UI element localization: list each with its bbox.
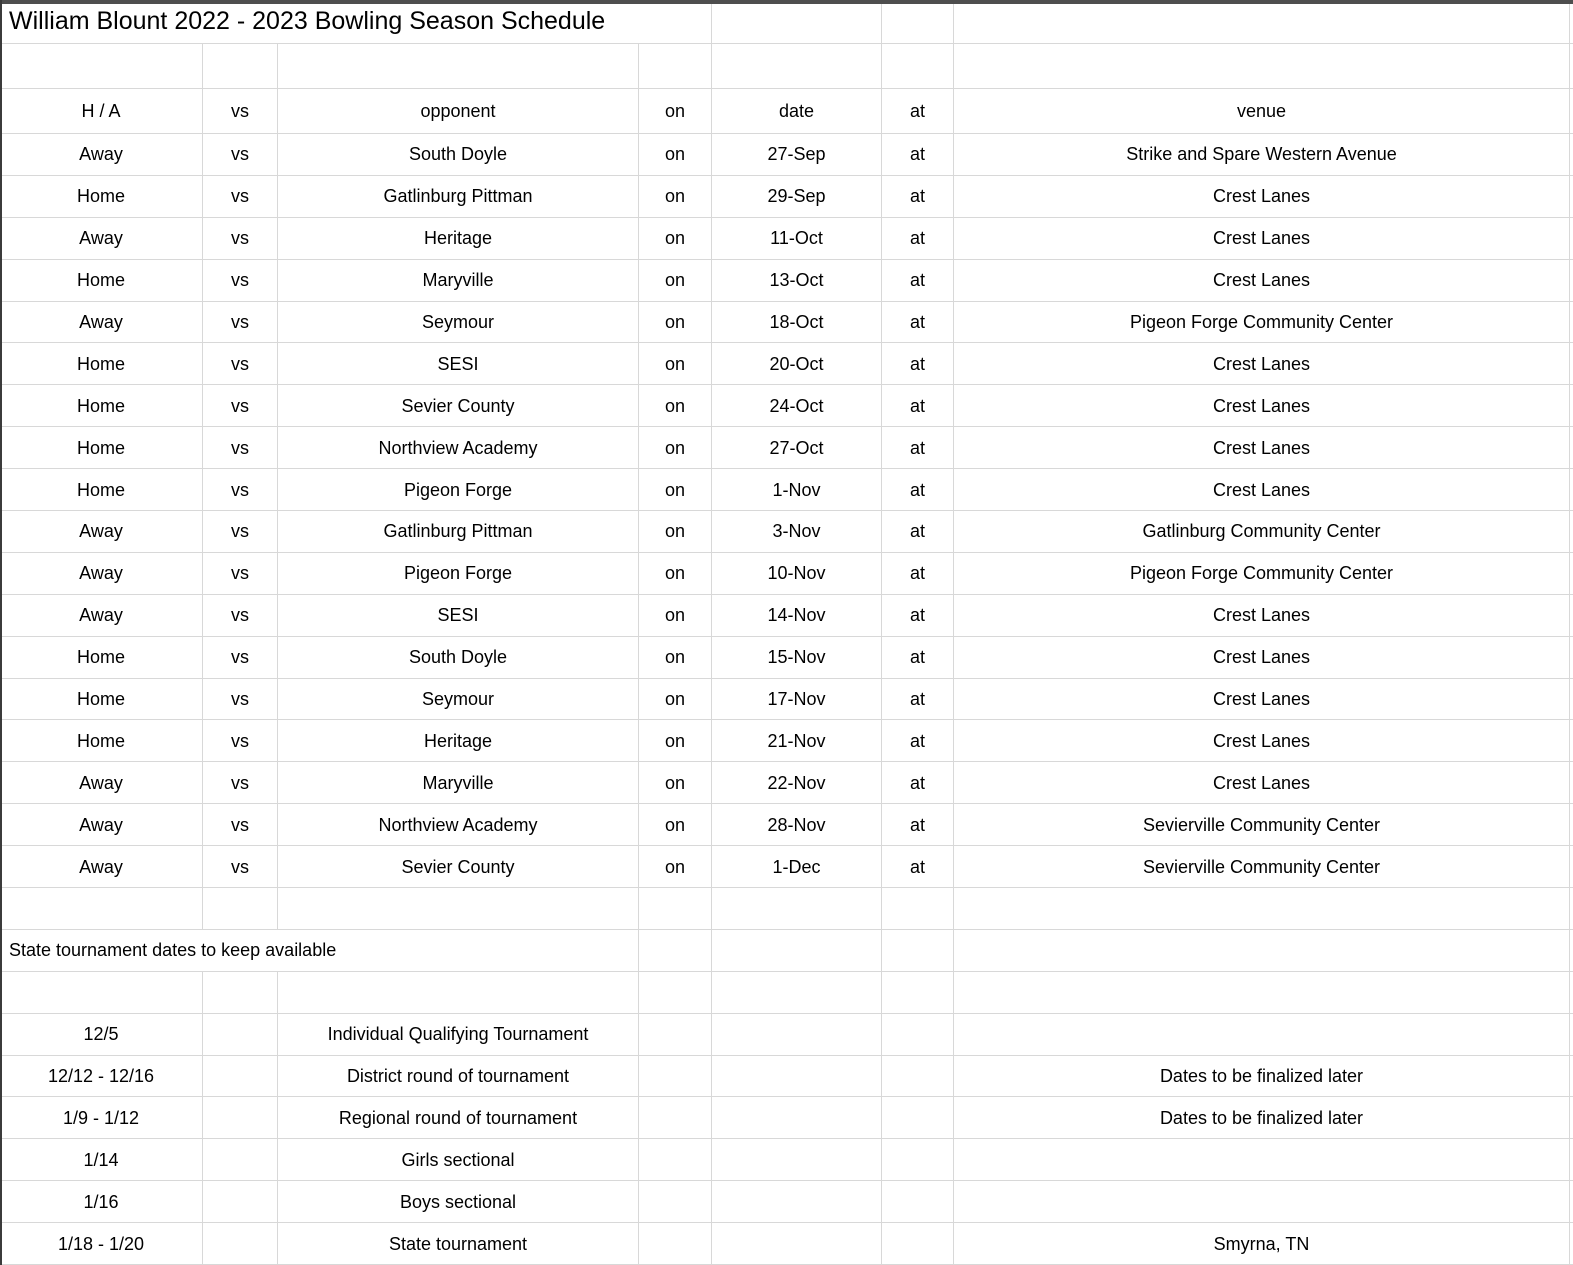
- at-cell: at: [882, 469, 954, 511]
- date-cell: 22-Nov: [712, 762, 882, 804]
- event-dates-cell: 1/9 - 1/12: [0, 1097, 203, 1139]
- vs-cell: vs: [203, 134, 278, 176]
- opponent-cell: South Doyle: [278, 637, 639, 679]
- date-cell: 27-Oct: [712, 427, 882, 469]
- date-cell: 17-Nov: [712, 679, 882, 721]
- empty-cell: [712, 1056, 882, 1098]
- empty-cell: [639, 1139, 712, 1181]
- at-cell: at: [882, 302, 954, 344]
- empty-cell: [639, 930, 712, 972]
- event-venue-cell: Dates to be finalized later: [954, 1097, 1570, 1139]
- event-name-cell: State tournament: [278, 1223, 639, 1265]
- opponent-cell: Pigeon Forge: [278, 469, 639, 511]
- header-on: on: [639, 89, 712, 134]
- on-cell: on: [639, 595, 712, 637]
- event-venue-cell: Dates to be finalized later: [954, 1056, 1570, 1098]
- date-cell: 27-Sep: [712, 134, 882, 176]
- vs-cell: vs: [203, 469, 278, 511]
- date-cell: 1-Dec: [712, 846, 882, 888]
- on-cell: on: [639, 385, 712, 427]
- on-cell: on: [639, 762, 712, 804]
- event-dates-cell: 1/18 - 1/20: [0, 1223, 203, 1265]
- at-cell: at: [882, 218, 954, 260]
- opponent-cell: South Doyle: [278, 134, 639, 176]
- at-cell: at: [882, 176, 954, 218]
- empty-cell: [0, 888, 203, 930]
- vs-cell: vs: [203, 176, 278, 218]
- on-cell: on: [639, 720, 712, 762]
- empty-cell: [203, 1097, 278, 1139]
- home-away-cell: Home: [0, 637, 203, 679]
- venue-cell: Crest Lanes: [954, 679, 1570, 721]
- date-cell: 15-Nov: [712, 637, 882, 679]
- event-name-cell: Regional round of tournament: [278, 1097, 639, 1139]
- venue-cell: Sevierville Community Center: [954, 804, 1570, 846]
- event-venue-cell: [954, 1014, 1570, 1056]
- header-home-away: H / A: [0, 89, 203, 134]
- venue-cell: Crest Lanes: [954, 218, 1570, 260]
- home-away-cell: Home: [0, 469, 203, 511]
- home-away-cell: Home: [0, 679, 203, 721]
- home-away-cell: Away: [0, 762, 203, 804]
- home-away-cell: Home: [0, 385, 203, 427]
- event-name-cell: Individual Qualifying Tournament: [278, 1014, 639, 1056]
- opponent-cell: Heritage: [278, 218, 639, 260]
- on-cell: on: [639, 176, 712, 218]
- empty-cell: [882, 930, 954, 972]
- empty-cell: [0, 44, 203, 89]
- venue-cell: Crest Lanes: [954, 637, 1570, 679]
- vs-cell: vs: [203, 846, 278, 888]
- empty-cell: [203, 972, 278, 1014]
- venue-cell: Sevierville Community Center: [954, 846, 1570, 888]
- on-cell: on: [639, 679, 712, 721]
- venue-cell: Pigeon Forge Community Center: [954, 302, 1570, 344]
- opponent-cell: Northview Academy: [278, 427, 639, 469]
- at-cell: at: [882, 846, 954, 888]
- empty-cell: [203, 1223, 278, 1265]
- vs-cell: vs: [203, 720, 278, 762]
- empty-cell: [712, 888, 882, 930]
- vs-cell: vs: [203, 260, 278, 302]
- home-away-cell: Home: [0, 176, 203, 218]
- empty-cell: [882, 972, 954, 1014]
- venue-cell: Crest Lanes: [954, 343, 1570, 385]
- vs-cell: vs: [203, 302, 278, 344]
- home-away-cell: Away: [0, 595, 203, 637]
- at-cell: at: [882, 134, 954, 176]
- vs-cell: vs: [203, 511, 278, 553]
- at-cell: at: [882, 595, 954, 637]
- header-at: at: [882, 89, 954, 134]
- empty-cell: [882, 1097, 954, 1139]
- empty-cell: [712, 1097, 882, 1139]
- on-cell: on: [639, 134, 712, 176]
- venue-cell: Crest Lanes: [954, 469, 1570, 511]
- at-cell: at: [882, 679, 954, 721]
- home-away-cell: Away: [0, 134, 203, 176]
- empty-cell: [882, 1139, 954, 1181]
- header-vs: vs: [203, 89, 278, 134]
- empty-cell: [639, 888, 712, 930]
- empty-cell: [639, 44, 712, 89]
- empty-cell: [954, 930, 1570, 972]
- header-venue: venue: [954, 89, 1570, 134]
- empty-cell: [203, 888, 278, 930]
- home-away-cell: Away: [0, 846, 203, 888]
- on-cell: on: [639, 804, 712, 846]
- on-cell: on: [639, 469, 712, 511]
- empty-cell: [882, 1056, 954, 1098]
- date-cell: 11-Oct: [712, 218, 882, 260]
- at-cell: at: [882, 762, 954, 804]
- empty-cell: [882, 0, 954, 44]
- event-dates-cell: 12/12 - 12/16: [0, 1056, 203, 1098]
- home-away-cell: Home: [0, 720, 203, 762]
- empty-cell: [882, 1223, 954, 1265]
- empty-cell: [712, 1223, 882, 1265]
- on-cell: on: [639, 553, 712, 595]
- empty-cell: [0, 972, 203, 1014]
- vs-cell: vs: [203, 218, 278, 260]
- empty-cell: [954, 0, 1570, 44]
- empty-cell: [954, 888, 1570, 930]
- empty-cell: [954, 44, 1570, 89]
- empty-cell: [882, 44, 954, 89]
- empty-cell: [278, 972, 639, 1014]
- venue-cell: Crest Lanes: [954, 595, 1570, 637]
- home-away-cell: Away: [0, 302, 203, 344]
- opponent-cell: Sevier County: [278, 385, 639, 427]
- empty-cell: [882, 1181, 954, 1223]
- event-name-cell: Girls sectional: [278, 1139, 639, 1181]
- on-cell: on: [639, 260, 712, 302]
- date-cell: 21-Nov: [712, 720, 882, 762]
- empty-cell: [712, 930, 882, 972]
- event-venue-cell: Smyrna, TN: [954, 1223, 1570, 1265]
- opponent-cell: Sevier County: [278, 846, 639, 888]
- vs-cell: vs: [203, 427, 278, 469]
- empty-cell: [712, 1014, 882, 1056]
- opponent-cell: Seymour: [278, 302, 639, 344]
- date-cell: 18-Oct: [712, 302, 882, 344]
- header-opponent: opponent: [278, 89, 639, 134]
- at-cell: at: [882, 637, 954, 679]
- event-venue-cell: [954, 1181, 1570, 1223]
- at-cell: at: [882, 553, 954, 595]
- state-tournament-section-label: State tournament dates to keep available: [0, 930, 639, 972]
- venue-cell: Crest Lanes: [954, 176, 1570, 218]
- at-cell: at: [882, 720, 954, 762]
- at-cell: at: [882, 804, 954, 846]
- header-date: date: [712, 89, 882, 134]
- on-cell: on: [639, 343, 712, 385]
- home-away-cell: Home: [0, 427, 203, 469]
- empty-cell: [712, 44, 882, 89]
- empty-cell: [639, 1097, 712, 1139]
- date-cell: 14-Nov: [712, 595, 882, 637]
- empty-cell: [278, 888, 639, 930]
- date-cell: 28-Nov: [712, 804, 882, 846]
- home-away-cell: Home: [0, 260, 203, 302]
- on-cell: on: [639, 637, 712, 679]
- at-cell: at: [882, 511, 954, 553]
- home-away-cell: Away: [0, 511, 203, 553]
- opponent-cell: Seymour: [278, 679, 639, 721]
- at-cell: at: [882, 385, 954, 427]
- date-cell: 29-Sep: [712, 176, 882, 218]
- venue-cell: Crest Lanes: [954, 720, 1570, 762]
- empty-cell: [882, 888, 954, 930]
- empty-cell: [203, 1139, 278, 1181]
- opponent-cell: Gatlinburg Pittman: [278, 176, 639, 218]
- opponent-cell: Heritage: [278, 720, 639, 762]
- empty-cell: [278, 44, 639, 89]
- date-cell: 20-Oct: [712, 343, 882, 385]
- venue-cell: Crest Lanes: [954, 260, 1570, 302]
- on-cell: on: [639, 427, 712, 469]
- date-cell: 1-Nov: [712, 469, 882, 511]
- venue-cell: Gatlinburg Community Center: [954, 511, 1570, 553]
- sheet-top-edge: [0, 0, 1573, 4]
- vs-cell: vs: [203, 595, 278, 637]
- opponent-cell: Pigeon Forge: [278, 553, 639, 595]
- empty-cell: [639, 1056, 712, 1098]
- venue-cell: Pigeon Forge Community Center: [954, 553, 1570, 595]
- vs-cell: vs: [203, 343, 278, 385]
- event-venue-cell: [954, 1139, 1570, 1181]
- empty-cell: [203, 1014, 278, 1056]
- empty-cell: [882, 1014, 954, 1056]
- empty-cell: [639, 1014, 712, 1056]
- empty-cell: [639, 972, 712, 1014]
- on-cell: on: [639, 846, 712, 888]
- opponent-cell: Northview Academy: [278, 804, 639, 846]
- home-away-cell: Home: [0, 343, 203, 385]
- at-cell: at: [882, 427, 954, 469]
- empty-cell: [954, 972, 1570, 1014]
- empty-cell: [712, 0, 882, 44]
- date-cell: 24-Oct: [712, 385, 882, 427]
- sheet-title: William Blount 2022 - 2023 Bowling Season Schedule: [0, 0, 712, 44]
- opponent-cell: Gatlinburg Pittman: [278, 511, 639, 553]
- at-cell: at: [882, 260, 954, 302]
- home-away-cell: Away: [0, 553, 203, 595]
- event-name-cell: District round of tournament: [278, 1056, 639, 1098]
- opponent-cell: SESI: [278, 595, 639, 637]
- empty-cell: [639, 1181, 712, 1223]
- venue-cell: Crest Lanes: [954, 427, 1570, 469]
- home-away-cell: Away: [0, 218, 203, 260]
- venue-cell: Crest Lanes: [954, 762, 1570, 804]
- event-dates-cell: 1/16: [0, 1181, 203, 1223]
- vs-cell: vs: [203, 679, 278, 721]
- vs-cell: vs: [203, 804, 278, 846]
- event-dates-cell: 12/5: [0, 1014, 203, 1056]
- empty-cell: [712, 972, 882, 1014]
- empty-cell: [712, 1139, 882, 1181]
- vs-cell: vs: [203, 637, 278, 679]
- event-name-cell: Boys sectional: [278, 1181, 639, 1223]
- opponent-cell: SESI: [278, 343, 639, 385]
- vs-cell: vs: [203, 553, 278, 595]
- empty-cell: [639, 1223, 712, 1265]
- event-dates-cell: 1/14: [0, 1139, 203, 1181]
- on-cell: on: [639, 218, 712, 260]
- empty-cell: [203, 44, 278, 89]
- venue-cell: Crest Lanes: [954, 385, 1570, 427]
- date-cell: 3-Nov: [712, 511, 882, 553]
- home-away-cell: Away: [0, 804, 203, 846]
- on-cell: on: [639, 302, 712, 344]
- vs-cell: vs: [203, 762, 278, 804]
- at-cell: at: [882, 343, 954, 385]
- venue-cell: Strike and Spare Western Avenue: [954, 134, 1570, 176]
- sheet-left-edge: [0, 0, 2, 1265]
- on-cell: on: [639, 511, 712, 553]
- opponent-cell: Maryville: [278, 260, 639, 302]
- date-cell: 10-Nov: [712, 553, 882, 595]
- opponent-cell: Maryville: [278, 762, 639, 804]
- empty-cell: [712, 1181, 882, 1223]
- empty-cell: [203, 1181, 278, 1223]
- vs-cell: vs: [203, 385, 278, 427]
- empty-cell: [203, 1056, 278, 1098]
- date-cell: 13-Oct: [712, 260, 882, 302]
